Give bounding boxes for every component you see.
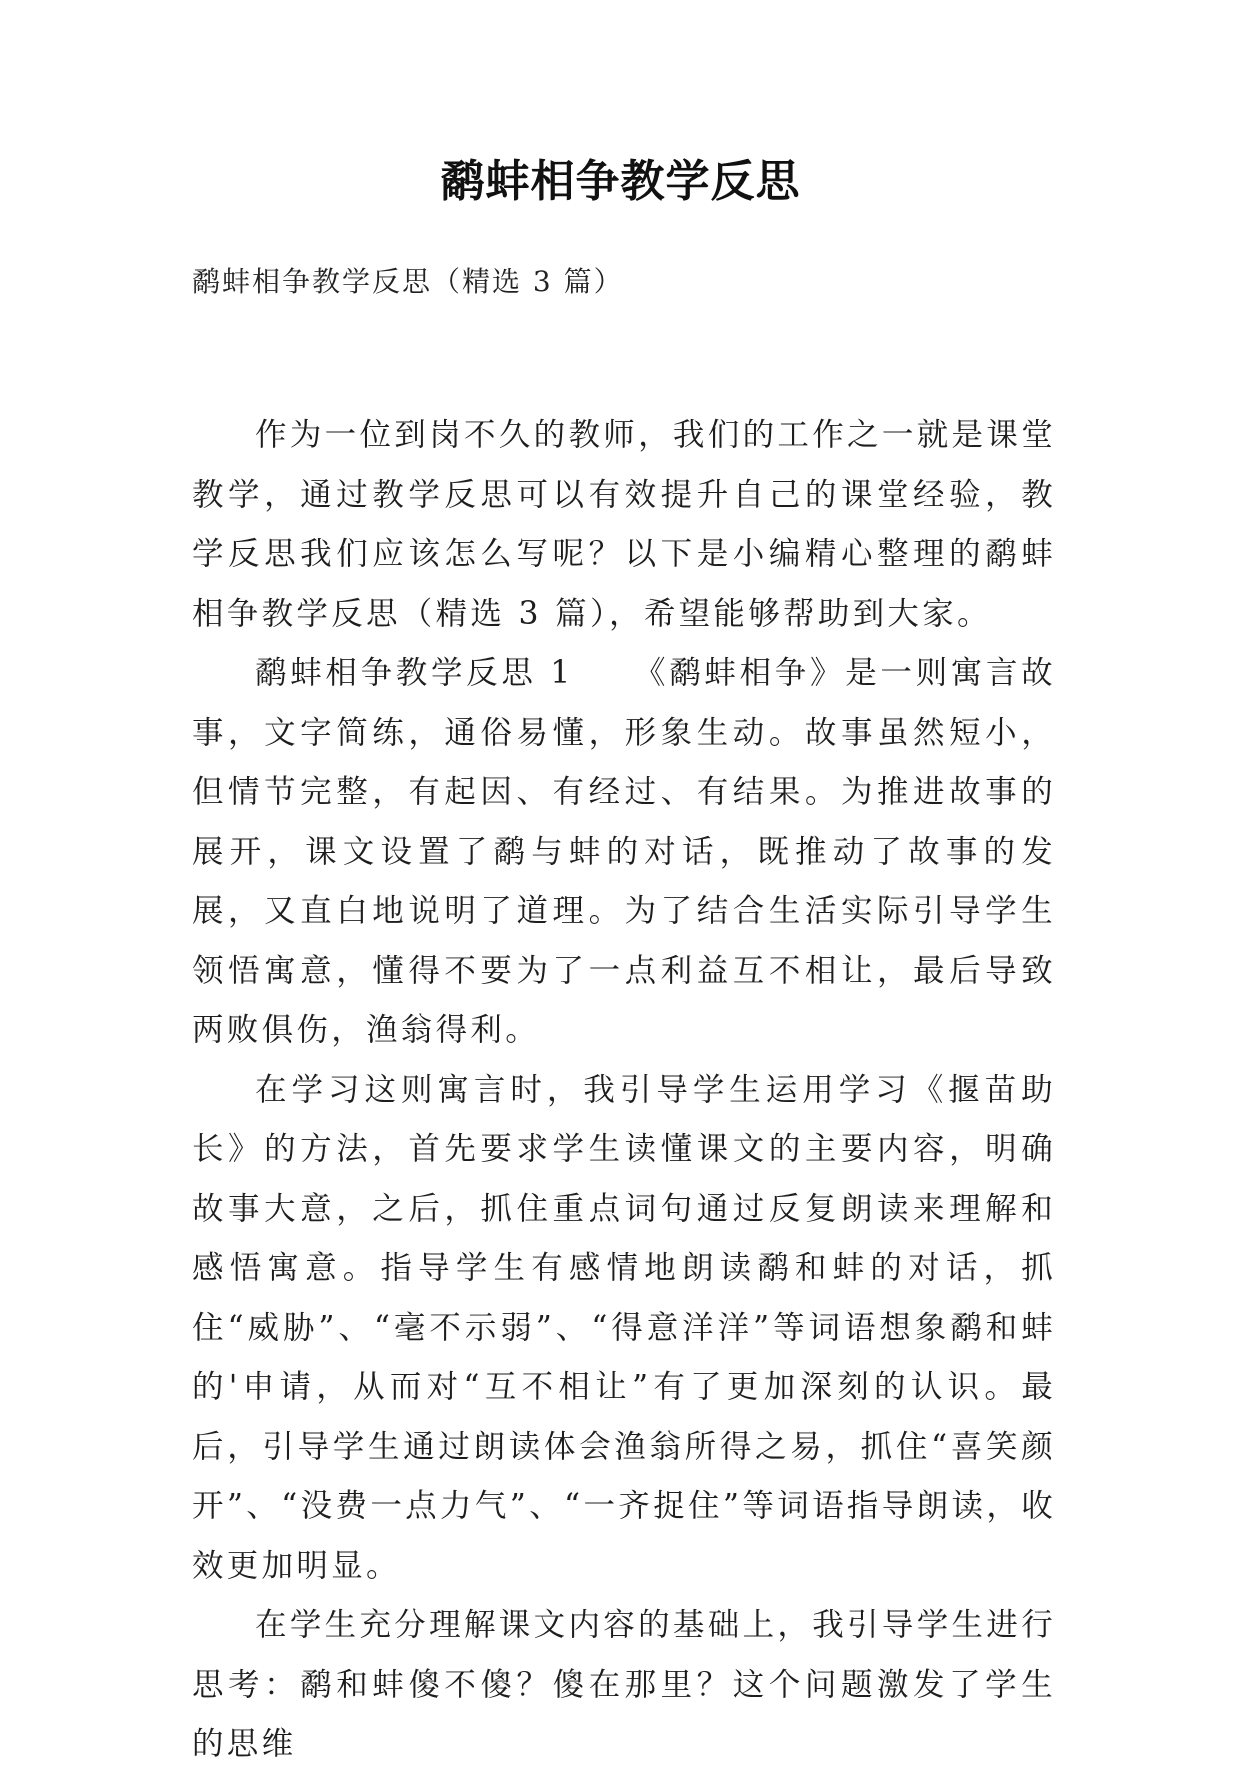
section-1-heading: 鹬蚌相争教学反思 1 (255, 655, 574, 691)
document-subtitle: 鹬蚌相争教学反思（精选 3 篇） (192, 265, 624, 298)
document-title: 鹬蚌相争教学反思 (440, 156, 801, 207)
document-body (192, 406, 1056, 1775)
intro-paragraph (192, 406, 1056, 644)
intro-paragraph-text: 作为一位到岗不久的教师，我们的工作之一就是课堂教学，通过教学反思可以有效提升自己的课堂经验，教学反思我们应该怎么写呢？以下是小编精心整理的鹬蚌相争教学反思（精选 3 篇），希望能够帮助到大家。 (192, 417, 1056, 632)
body-paragraph-3 (192, 1596, 1056, 1775)
body-paragraph-3-text: 在学生充分理解课文内容的基础上，我引导学生进行思考：鹬和蚌傻不傻？傻在那里？这个问题激发了学生的思维 (192, 1607, 1056, 1762)
section-1-lead-text: 《鹬蚌相争》是一则寓言故事，文字简练，通俗易懂，形象生动。故事虽然短小，但情节完整，有起因、有经过、有结果。为推进故事的展开，课文设置了鹬与蚌的对话，既推动了故事的发展，又直白地说明了道理。为了结合生活实际引导学生领悟寓意，懂得不要为了一点利益互不相让，最后导致两败俱伤，渔翁得利。 (192, 655, 1056, 1048)
body-paragraph-2-text: 在学习这则寓言时，我引导学生运用学习《揠苗助长》的方法，首先要求学生读懂课文的主要内容，明确故事大意，之后，抓住重点词句通过反复朗读来理解和感悟寓意。指导学生有感情地朗读鹬和蚌的对话，抓住“威胁”、“毫不示弱”、“得意洋洋”等词语想象鹬和蚌的'申请，从而对“互不相让”有了更加深刻的认识。最后，引导学生通过朗读体会渔翁所得之易，抓住“喜笑颜开”、“没费一点力气”、“一齐捉住”等词语指导朗读，收效更加明显。 (192, 1071, 1056, 1584)
section-1-paragraph (192, 644, 1056, 1061)
body-paragraph-2 (192, 1061, 1056, 1597)
